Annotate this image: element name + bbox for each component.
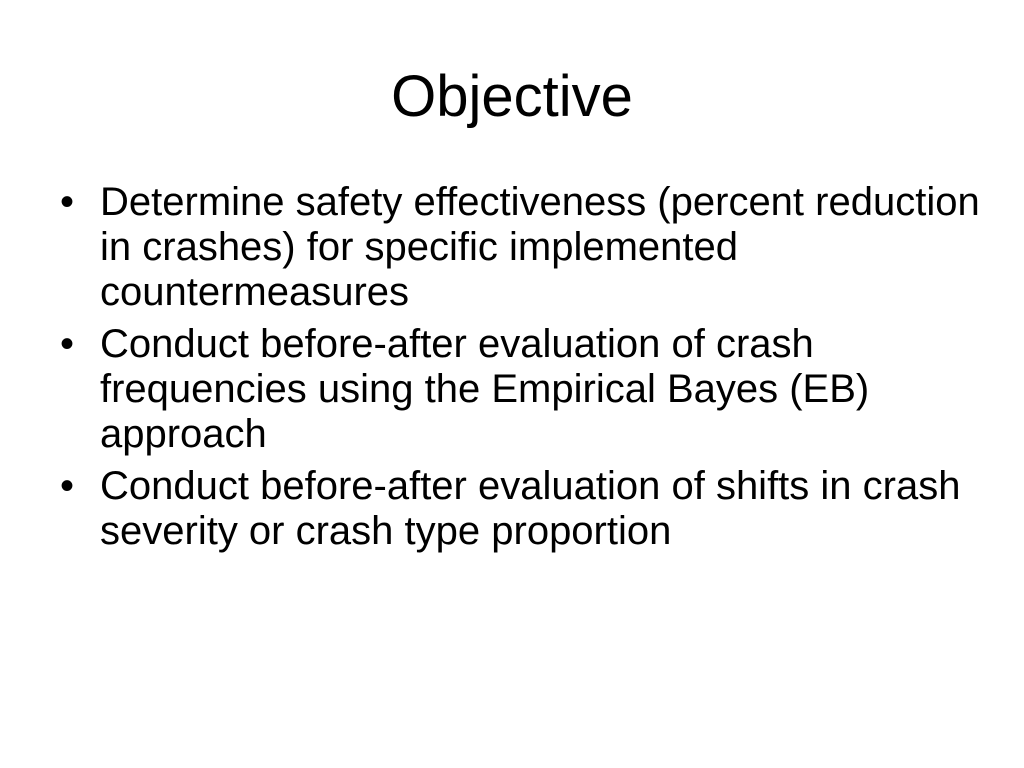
bullet-text: Conduct before-after evaluation of shifts in crash severity or crash type proportion xyxy=(100,464,961,553)
bullet-icon: • xyxy=(60,322,75,366)
slide-title: Objective xyxy=(391,64,633,129)
bullet-icon: • xyxy=(60,180,75,224)
bullet-icon: • xyxy=(60,464,75,508)
bullet-list xyxy=(60,180,980,561)
bullet-text: Conduct before-after evaluation of crash frequencies using the Empirical Bayes (EB) approach xyxy=(100,322,870,456)
bullet-item xyxy=(60,180,980,315)
bullet-item xyxy=(60,464,980,554)
bullet-text: Determine safety effectiveness (percent reduction in crashes) for specific implemented countermeasures xyxy=(100,180,980,314)
bullet-item xyxy=(60,322,980,457)
